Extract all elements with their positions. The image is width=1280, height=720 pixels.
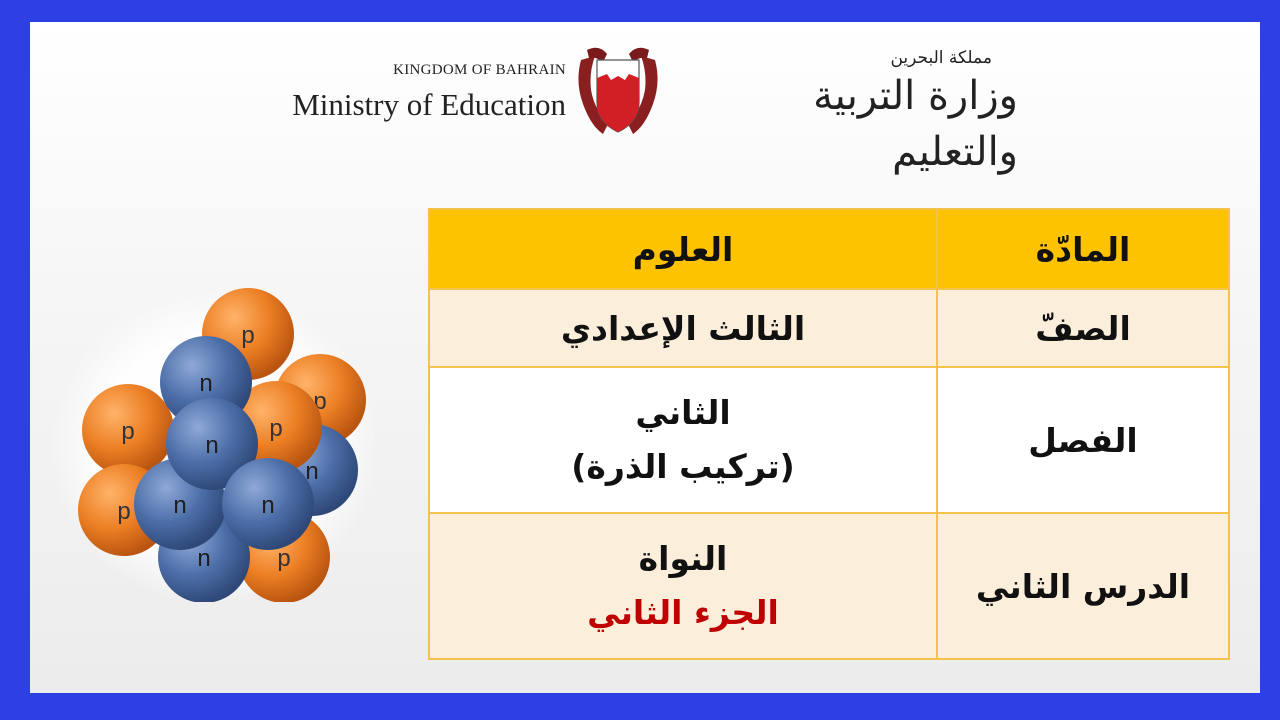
table-row <box>429 367 1229 513</box>
svg-text:p: p <box>313 388 327 415</box>
subject-label-cell: المادّة <box>937 209 1229 289</box>
kingdom-en-text: KINGDOM OF BAHRAIN <box>393 62 566 78</box>
atomic-nucleus-illustration <box>44 282 374 602</box>
particle <box>222 458 314 550</box>
svg-text:n: n <box>197 545 211 572</box>
svg-text:p: p <box>277 545 291 572</box>
ministry-logo-arabic <box>678 48 1018 180</box>
table-row <box>429 513 1229 659</box>
svg-text:n: n <box>205 432 219 459</box>
bahrain-coat-of-arms-icon <box>573 42 663 142</box>
particle <box>82 384 174 476</box>
chapter-number-text: الثاني <box>635 393 731 432</box>
slide <box>30 22 1260 693</box>
svg-text:n: n <box>261 492 275 519</box>
lesson-label-cell: الدرس الثاني <box>937 513 1229 659</box>
lesson-value-cell <box>429 513 937 659</box>
grade-label-cell: الصفّ <box>937 289 1229 367</box>
chapter-value-cell <box>429 367 937 513</box>
table-header-row <box>429 209 1229 289</box>
subject-value-cell: العلوم <box>429 209 937 289</box>
lesson-title-text: النواة <box>638 539 728 578</box>
chapter-label-cell: الفصل <box>937 367 1229 513</box>
grade-value-cell: الثالث الإعدادي <box>429 289 937 367</box>
ministry-ar-text: وزارة التربية والتعليم <box>813 73 1018 175</box>
svg-text:p: p <box>241 322 255 349</box>
chapter-title-text: (تركيب الذرة) <box>571 447 795 486</box>
svg-text:p: p <box>269 415 283 442</box>
lesson-info-table <box>428 208 1230 660</box>
svg-text:n: n <box>305 458 319 485</box>
ministry-en-text: Ministry of Education <box>292 87 566 122</box>
svg-text:p: p <box>121 418 135 445</box>
lesson-part-text: الجزء الثاني <box>587 593 779 632</box>
svg-text:p: p <box>117 498 131 525</box>
ministry-logo-english <box>226 62 566 123</box>
table-row <box>429 289 1229 367</box>
kingdom-ar-text: مملكة البحرين <box>890 48 992 68</box>
svg-text:n: n <box>173 492 187 519</box>
svg-text:n: n <box>199 370 213 397</box>
